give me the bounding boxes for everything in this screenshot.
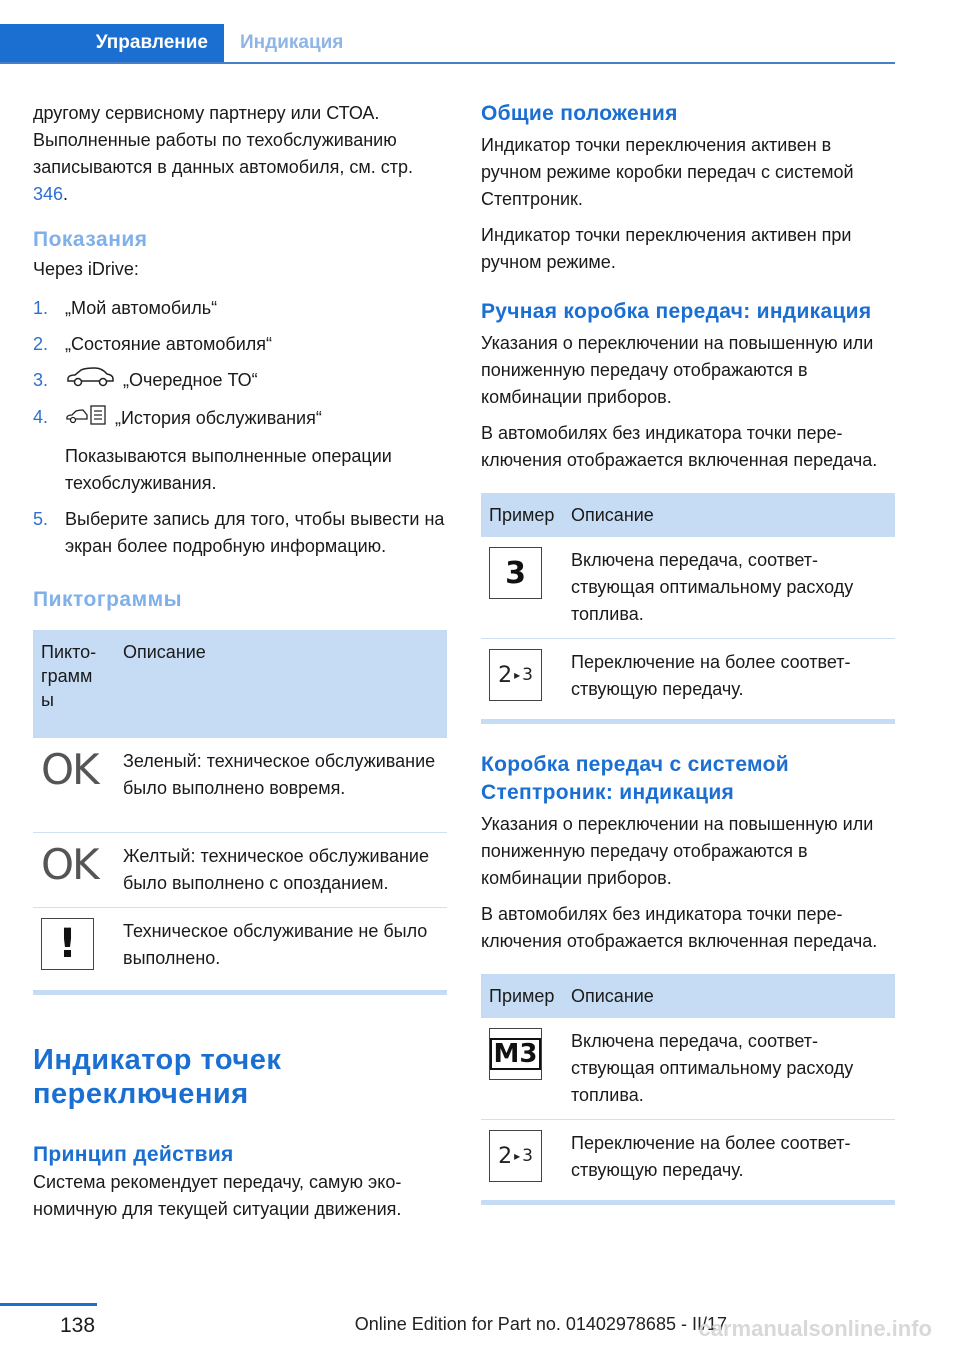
steptronic-p2: В автомобилях без индикатора точки переключения отображается включенная передача. (481, 904, 878, 951)
col-header-desc: Описание (563, 974, 895, 1018)
col-header-desc: Описание (563, 493, 895, 537)
principle-text: Система рекомендует передачу, самую экономичную для текущей ситуации движения. (33, 1172, 402, 1220)
general-p2: Индикатор точки переключения активен при ручном режиме. (481, 225, 852, 272)
col-header-example: Пример (481, 974, 563, 1018)
tab-indikatsiya[interactable]: Индикация (240, 32, 344, 53)
footer-bar (0, 1303, 97, 1306)
table-end-bar (481, 719, 895, 724)
step-text: „Состояние автомобиля“ (65, 334, 273, 354)
example-cell (481, 639, 563, 720)
desc-cell: Переключение на более соответствующую передачу. (571, 652, 851, 699)
col-header-example: Пример (481, 493, 563, 537)
table-row (481, 1120, 895, 1201)
manual-heading: Ручная коробка передач: индикация (481, 300, 872, 323)
desc-cell: Зеленый: техническое обслуживание было выполнено вовремя. (115, 738, 447, 833)
steps-list (33, 295, 447, 560)
table-header-row (481, 493, 895, 537)
step-number: 4. (33, 407, 49, 428)
header-tabs (0, 24, 895, 64)
pict-heading: Пиктограммы (33, 588, 183, 612)
desc-cell: Техническое обслуживание не было выполнено. (123, 921, 428, 969)
watermark: carmanualsonline.info (698, 1316, 932, 1341)
pictogram-table (33, 630, 447, 990)
steptronic-p1: Указания о переключении на повышенную или пониженную передачу отображаются в комбинации приборов. (481, 814, 874, 888)
table-row (481, 1018, 895, 1120)
table-row (33, 908, 447, 991)
step-text: „Мой автомобиль“ (65, 298, 218, 318)
tab-upravlenie[interactable]: Управление (0, 24, 224, 62)
example-cell (481, 537, 563, 639)
readings-heading: Показания (33, 228, 148, 251)
step-text: „История обслуживания“ (115, 408, 322, 428)
left-column (33, 100, 447, 1223)
pict-cell (33, 738, 115, 833)
right-column (481, 100, 895, 1205)
manual-p2: В автомобилях без индикатора точки переключения отображается включенная передача. (481, 423, 878, 470)
gear-3-icon: 3 (489, 547, 542, 599)
principle-heading: Принцип действия (33, 1143, 234, 1167)
page-link[interactable]: 346 (33, 184, 64, 204)
table-end-bar (33, 990, 447, 995)
step-3 (33, 367, 447, 395)
pict-cell (33, 908, 115, 991)
general-p1: Индикатор точки переключения активен в ручном режиме коробки передач с системой Стептроник. (481, 135, 854, 209)
car-list-icon (65, 404, 107, 434)
table-header-row (481, 974, 895, 1018)
exclamation-icon: ! (41, 918, 94, 970)
general-heading: Общие положения (481, 102, 678, 125)
step-number: 1. (33, 298, 49, 318)
intro-text: другому сервисному партнеру или СТОА. Выполненные работы по техобслуживанию записываются в данных автомобиля, см. стр. (33, 103, 414, 177)
table-row (33, 833, 447, 908)
table-row (33, 738, 447, 833)
steptronic-heading: Коробка передач с системой Стептроник: индикация (481, 753, 789, 804)
table-header-row (33, 630, 447, 738)
step-number: 3. (33, 370, 49, 390)
step-1 (33, 295, 447, 322)
desc-cell: Желтый: техническое обслуживание было выполнено с опозданием. (115, 833, 447, 908)
step-5 (33, 506, 447, 560)
step-text: „Очередное ТО“ (123, 370, 258, 390)
shift-up-icon: 2 ▸ 3 (489, 1130, 542, 1182)
ok-icon: OK (41, 840, 98, 890)
pict-cell (33, 833, 115, 908)
manual-gear-table (481, 493, 895, 719)
car-icon (65, 367, 115, 395)
ok-icon: OK (41, 745, 98, 795)
col-header-pict: Пиктограмм ы (33, 630, 115, 738)
col-header-desc: Описание (115, 630, 447, 738)
gear-m3-icon: M3 (489, 1028, 542, 1080)
page-number: 138 (60, 1314, 96, 1337)
desc-cell: Переключение на более соответствующую передачу. (571, 1133, 851, 1180)
desc-cell: Включена передача, соответствующая оптимальному расходу топлива. (563, 1018, 895, 1120)
manual-p1: Указания о переключении на повышенную или пониженную передачу отображаются в комбинации приборов. (481, 333, 874, 407)
example-cell (481, 1120, 563, 1201)
step-2 (33, 331, 447, 358)
table-end-bar (481, 1200, 895, 1205)
step-number: 2. (33, 334, 49, 354)
intro-end: . (63, 184, 69, 204)
table-row (481, 639, 895, 720)
big-heading: Индикатор точек переключения (33, 1044, 282, 1111)
intro-paragraph (33, 100, 447, 208)
desc-cell: Включена передача, соответствующая оптимальному расходу топлива. (563, 537, 895, 639)
shift-up-icon: 2 ▸ 3 (489, 649, 542, 701)
step-number: 5. (33, 509, 49, 530)
readings-intro: Через iDrive: (33, 259, 139, 279)
edition-text: Online Edition for Part no. 01402978685 - II/17 (354, 1314, 727, 1334)
step-4 (33, 404, 447, 497)
table-row (481, 537, 895, 639)
step-text: Выберите запись для того, чтобы вывести на экран более подробную информацию. (65, 509, 445, 557)
example-cell (481, 1018, 563, 1120)
step-4-sub: Показываются выполненные операции техобслуживания. (65, 446, 392, 494)
steptronic-gear-table (481, 974, 895, 1200)
